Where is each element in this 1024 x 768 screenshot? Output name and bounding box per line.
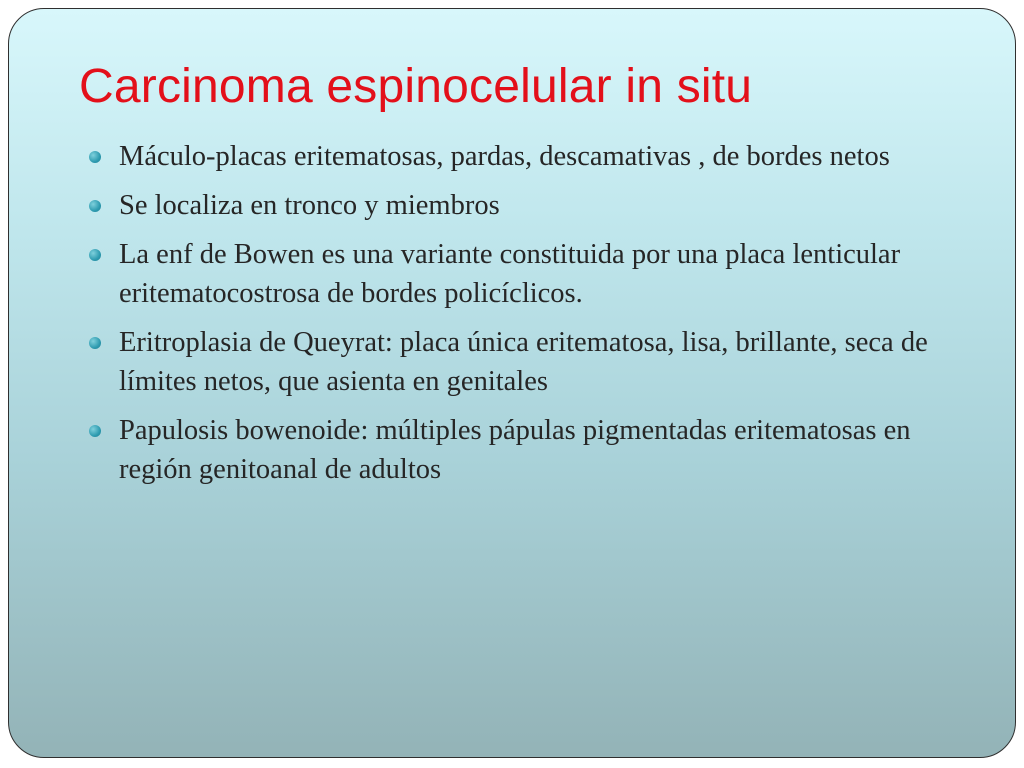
- bullet-text: Máculo-placas eritematosas, pardas, descamativas , de bordes netos: [119, 141, 890, 172]
- bullet-dot-icon: [89, 425, 101, 437]
- slide-title: Carcinoma espinocelular in situ: [79, 60, 753, 113]
- bullet-item: [89, 235, 969, 313]
- bullet-list: [89, 137, 969, 499]
- bullet-dot-icon: [89, 200, 101, 212]
- bullet-text: Eritroplasia de Queyrat: placa única eritematosa, lisa, brillante, seca de límites netos, que asienta en genitales: [119, 327, 928, 397]
- slide-frame: [8, 8, 1016, 758]
- bullet-item: [89, 137, 969, 176]
- bullet-text: Se localiza en tronco y miembros: [119, 190, 500, 221]
- bullet-dot-icon: [89, 337, 101, 349]
- bullet-item: [89, 323, 969, 401]
- bullet-dot-icon: [89, 151, 101, 163]
- bullet-text: Papulosis bowenoide: múltiples pápulas pigmentadas eritematosas en región genitoanal de adultos: [119, 415, 911, 485]
- bullet-item: [89, 186, 969, 225]
- bullet-dot-icon: [89, 249, 101, 261]
- bullet-item: [89, 411, 969, 489]
- bullet-text: La enf de Bowen es una variante constituida por una placa lenticular eritematocostrosa de bordes policíclicos.: [119, 239, 901, 309]
